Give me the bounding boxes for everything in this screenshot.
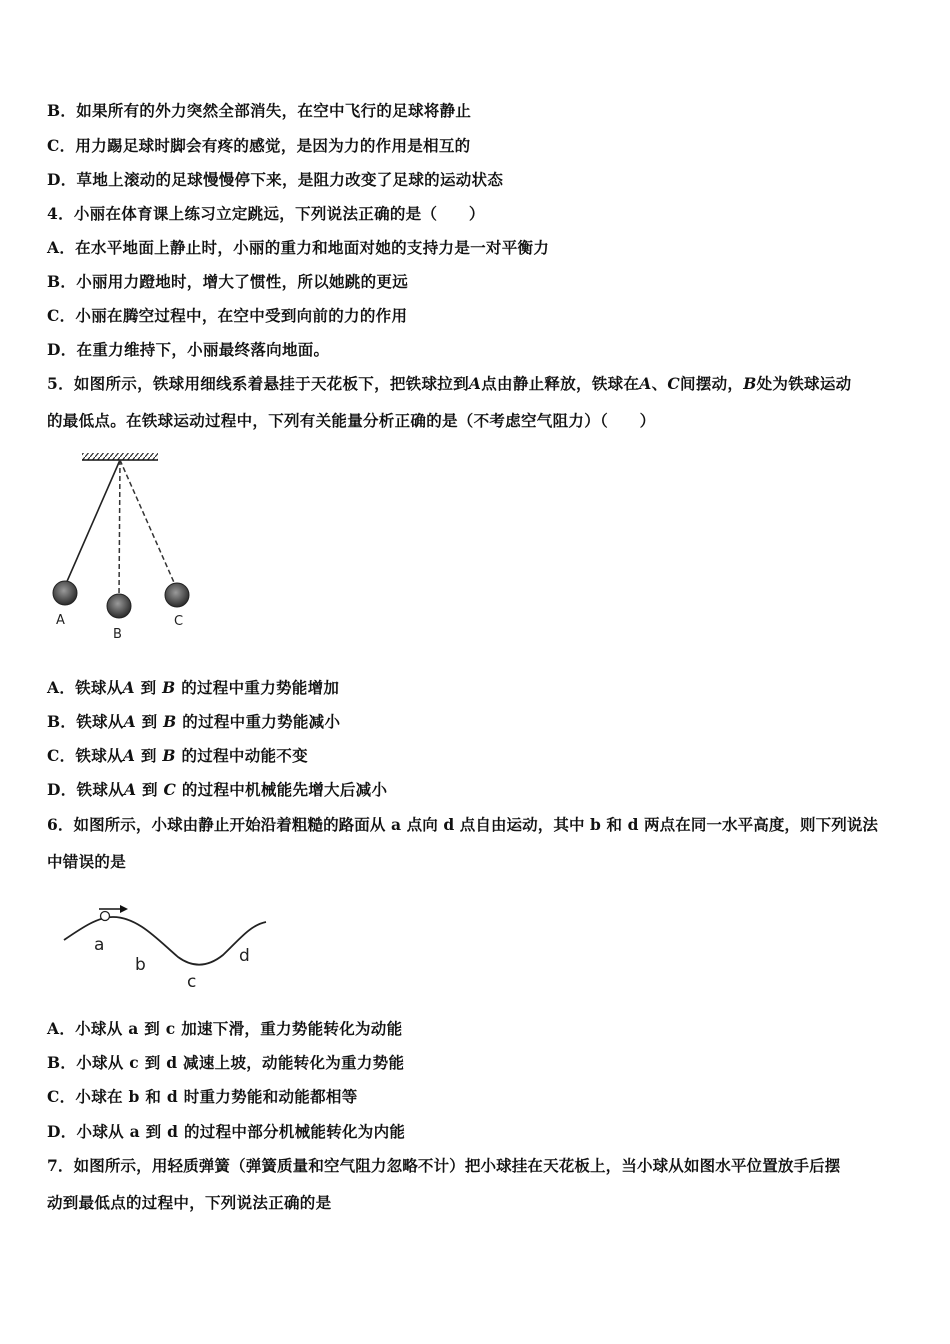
q6-option-a: A．小球从 a 到 c 加速下滑，重力势能转化为动能 (47, 1019, 403, 1038)
pendulum-string-c (120, 460, 176, 587)
q6-option-c: C．小球在 b 和 d 时重力势能和动能都相等 (47, 1087, 358, 1106)
label-c: c (187, 972, 197, 992)
q4-option-d: D．在重力维持下，小丽最终落向地面。 (47, 340, 330, 359)
track-figure (58, 895, 273, 995)
q5-stem-line1: 5．如图所示，铁球用细线系着悬挂于天花板下，把铁球拉到A点由静止释放，铁球在A、C间摆动，B处为铁球运动 (47, 374, 852, 393)
ball-c (165, 583, 189, 607)
pendulum-string-b (119, 460, 120, 597)
q4-option-a: A．在水平地面上静止时，小丽的重力和地面对她的支持力是一对平衡力 (47, 238, 550, 257)
q3-option-b: B．如果所有的外力突然全部消失，在空中飞行的足球将静止 (47, 101, 472, 120)
q3-option-c: C．用力踢足球时脚会有疼的感觉，是因为力的作用是相互的 (47, 136, 471, 155)
q4-option-b: B．小丽用力蹬地时，增大了惯性，所以她跳的更远 (47, 272, 409, 291)
q5-option-d: D．铁球从A 到 C 的过程中机械能先增大后减小 (47, 780, 388, 799)
q5-option-c: C．铁球从A 到 B 的过程中动能不变 (47, 746, 308, 765)
label-b: B (113, 627, 122, 642)
q6-stem-line1: 6．如图所示，小球由静止开始沿着粗糙的路面从 a 点向 d 点自由运动，其中 b 和 d 两点在同一水平高度，则下列说法 (47, 815, 879, 834)
small-ball (101, 912, 110, 921)
q3-option-d: D．草地上滚动的足球慢慢停下来，是阻力改变了足球的运动状态 (47, 170, 504, 189)
label-d: d (239, 946, 250, 966)
ball-a (53, 581, 77, 605)
q5-option-a: A．铁球从A 到 B 的过程中重力势能增加 (47, 678, 340, 697)
q7-stem-line2: 动到最低点的过程中，下列说法正确的是 (47, 1193, 332, 1212)
label-c: C (174, 614, 184, 629)
q5-option-b: B．铁球从A 到 B 的过程中重力势能减小 (47, 712, 341, 731)
ball-b (107, 594, 131, 618)
pendulum-string-a (65, 460, 120, 586)
label-a: A (56, 613, 65, 628)
q7-stem-line1: 7．如图所示，用轻质弹簧（弹簧质量和空气阻力忽略不计）把小球挂在天花板上，当小球从如图水平位置放手后摆 (47, 1156, 841, 1175)
pendulum-figure (40, 445, 210, 650)
q4-stem: 4．小丽在体育课上练习立定跳远，下列说法正确的是（ ） (47, 204, 485, 223)
q4-option-c: C．小丽在腾空过程中，在空中受到向前的力的作用 (47, 306, 408, 325)
ceiling (82, 453, 158, 460)
q6-stem-line2: 中错误的是 (47, 852, 127, 871)
label-a: a (94, 935, 105, 955)
q6-option-d: D．小球从 a 到 d 的过程中部分机械能转化为内能 (47, 1122, 406, 1141)
q5-stem-line2: 的最低点。在铁球运动过程中，下列有关能量分析正确的是（不考虑空气阻力）（ ） (47, 411, 656, 430)
label-b: b (135, 955, 146, 975)
q6-option-b: B．小球从 c 到 d 减速上坡，动能转化为重力势能 (47, 1053, 405, 1072)
